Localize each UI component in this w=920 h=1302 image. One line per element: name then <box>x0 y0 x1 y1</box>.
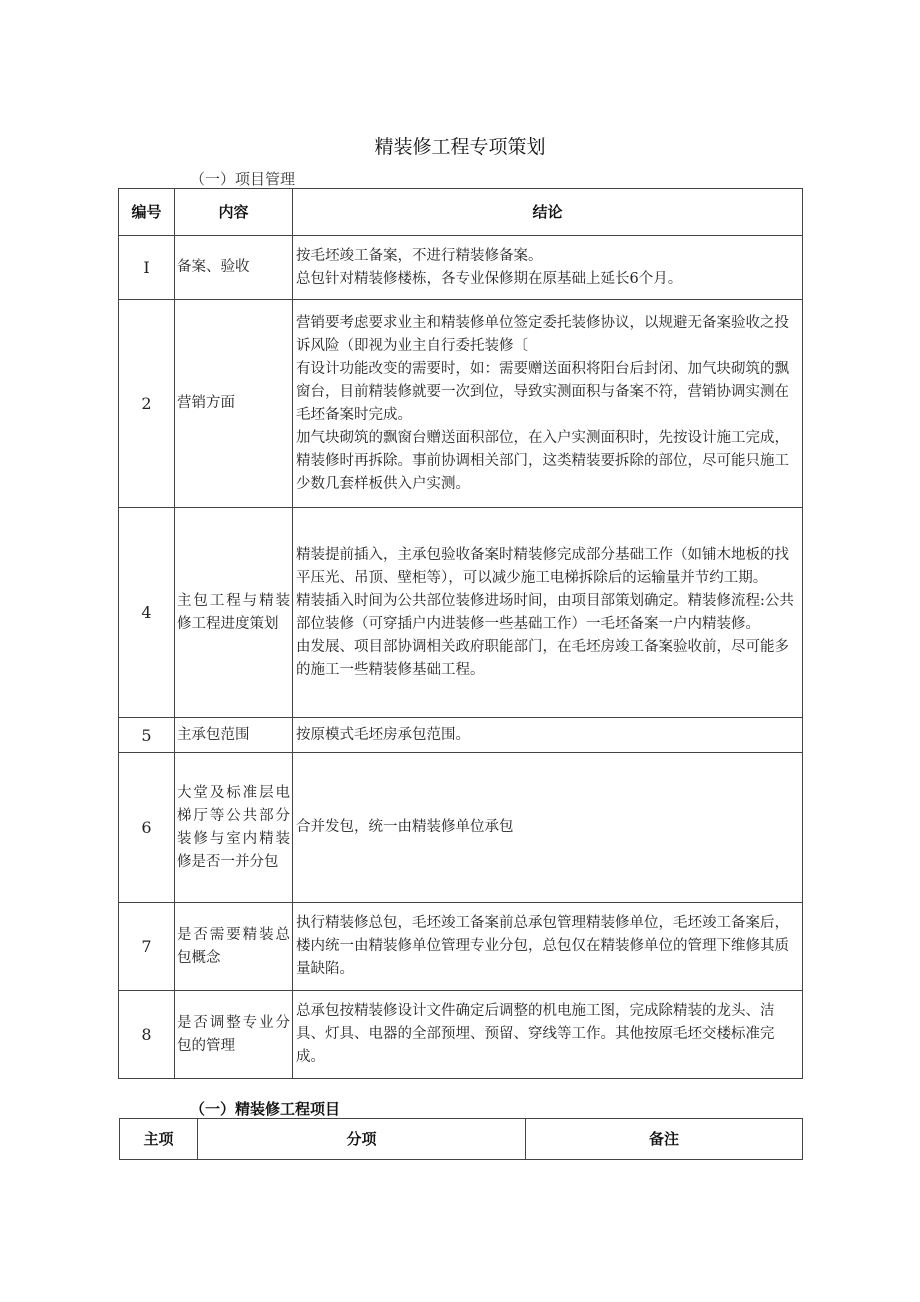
table-row <box>119 236 803 300</box>
table-row <box>119 508 803 718</box>
conclusion-paragraph: 合并发包，统一由精装修单位承包 <box>296 819 514 835</box>
row-conclusion <box>293 903 803 991</box>
conclusion-paragraph: 有设计功能改变的需要时，如：需要赠送面积将阳台后封闭、加气块砌筑的飘窗台，目前精装修就要一次到位，导致实测面积与备案不符，营销协调实测在毛坯备案时完成。 <box>296 360 789 423</box>
row-number: 8 <box>119 991 175 1079</box>
row-number: 7 <box>119 903 175 991</box>
row-topic: 主承包范围 <box>175 718 293 753</box>
conclusion-paragraph: 加气块砌筑的飘窗台赠送面积部位，在入户实测面积时，先按设计施工完成，精装修时再拆除。事前协调相关部门，这类精装要拆除的部位，尽可能只施工少数几套样板供入户实测。 <box>296 429 789 492</box>
row-topic: 是否调整专业分包的管理 <box>175 991 293 1079</box>
row-topic: 大堂及标准层电梯厅等公共部分装修与室内精装修是否一并分包 <box>175 753 293 903</box>
row-topic: 主包工程与精装修工程进度策划 <box>175 508 293 718</box>
conclusion-paragraph: 总承包按精装修设计文件确定后调整的机电施工图，完成除精装的龙头、洁具、灯具、电器的全部预埋、预留、穿线等工作。其他按原毛坯交楼标准完成。 <box>296 1003 775 1065</box>
row-conclusion <box>293 508 803 718</box>
row-number: 2 <box>119 300 175 508</box>
row-conclusion <box>293 718 803 753</box>
conclusion-paragraph: 精装插入时间为公共部位装修进场时间，由项目部策划确定。精装修流程:公共部位装修（可穿插户内进装修一些基础工作）一毛坯备案一户内精装修。 <box>296 592 794 632</box>
conclusion-paragraph: 按原模式毛坯房承包范围。 <box>296 726 470 743</box>
row-conclusion <box>293 236 803 300</box>
row-number: 4 <box>119 508 175 718</box>
header-content: 内容 <box>175 189 293 236</box>
header-number: 编号 <box>119 189 175 236</box>
section-heading-project-management: （一）项目管理 <box>190 170 296 188</box>
table-row <box>119 718 803 753</box>
row-number: 6 <box>119 753 175 903</box>
table-row <box>119 300 803 508</box>
row-conclusion <box>293 753 803 903</box>
table-header-row <box>120 1119 803 1160</box>
conclusion-paragraph: 营销要考虑要求业主和精装修单位签定委托装修协议，以规避无备案验收之投诉风险（即视为业主自行委托装修〔 <box>296 314 789 354</box>
table-row <box>119 903 803 991</box>
conclusion-paragraph: 由发展、项目部协调相关政府职能部门，在毛坯房竣工备案验收前，尽可能多的施工一些精装修基础工程。 <box>296 638 789 678</box>
conclusion-paragraph: 按毛坯竣工备案，不进行精装修备案。 <box>296 247 543 264</box>
row-conclusion <box>293 300 803 508</box>
header-main-item: 主项 <box>120 1119 198 1160</box>
row-topic: 营销方面 <box>175 300 293 508</box>
conclusion-paragraph: 精装提前插入，主承包验收备案时精装修完成部分基础工作（如铺木地板的找平压光、吊顶、壁柜等），可以减少施工电梯拆除后的运输量并节约工期。 <box>296 546 789 586</box>
row-topic: 是否需要精装总包概念 <box>175 903 293 991</box>
table-header-row <box>119 189 803 236</box>
conclusion-paragraph: 总包针对精装修楼栋，各专业保修期在原基础上延长6个月。 <box>296 270 683 287</box>
row-conclusion <box>293 991 803 1079</box>
table-row <box>119 991 803 1079</box>
row-number: I <box>119 236 175 300</box>
page-title: 精装修工程专项策划 <box>374 136 546 158</box>
row-number: 5 <box>119 718 175 753</box>
section-heading-decoration-items: （一）精装修工程项目 <box>190 1100 341 1118</box>
header-conclusion: 结论 <box>293 189 803 236</box>
conclusion-paragraph: 执行精装修总包，毛坯竣工备案前总承包管理精装修单位，毛坯竣工备案后，楼内统一由精装修单位管理专业分包，总包仅在精装修单位的管理下维修其质量缺陷。 <box>296 915 789 977</box>
row-topic: 备案、验收 <box>175 236 293 300</box>
header-remarks: 备注 <box>526 1119 803 1160</box>
header-sub-item: 分项 <box>198 1119 526 1160</box>
table-row <box>119 753 803 903</box>
decoration-items-table <box>119 1118 803 1160</box>
project-management-table <box>118 188 803 1079</box>
